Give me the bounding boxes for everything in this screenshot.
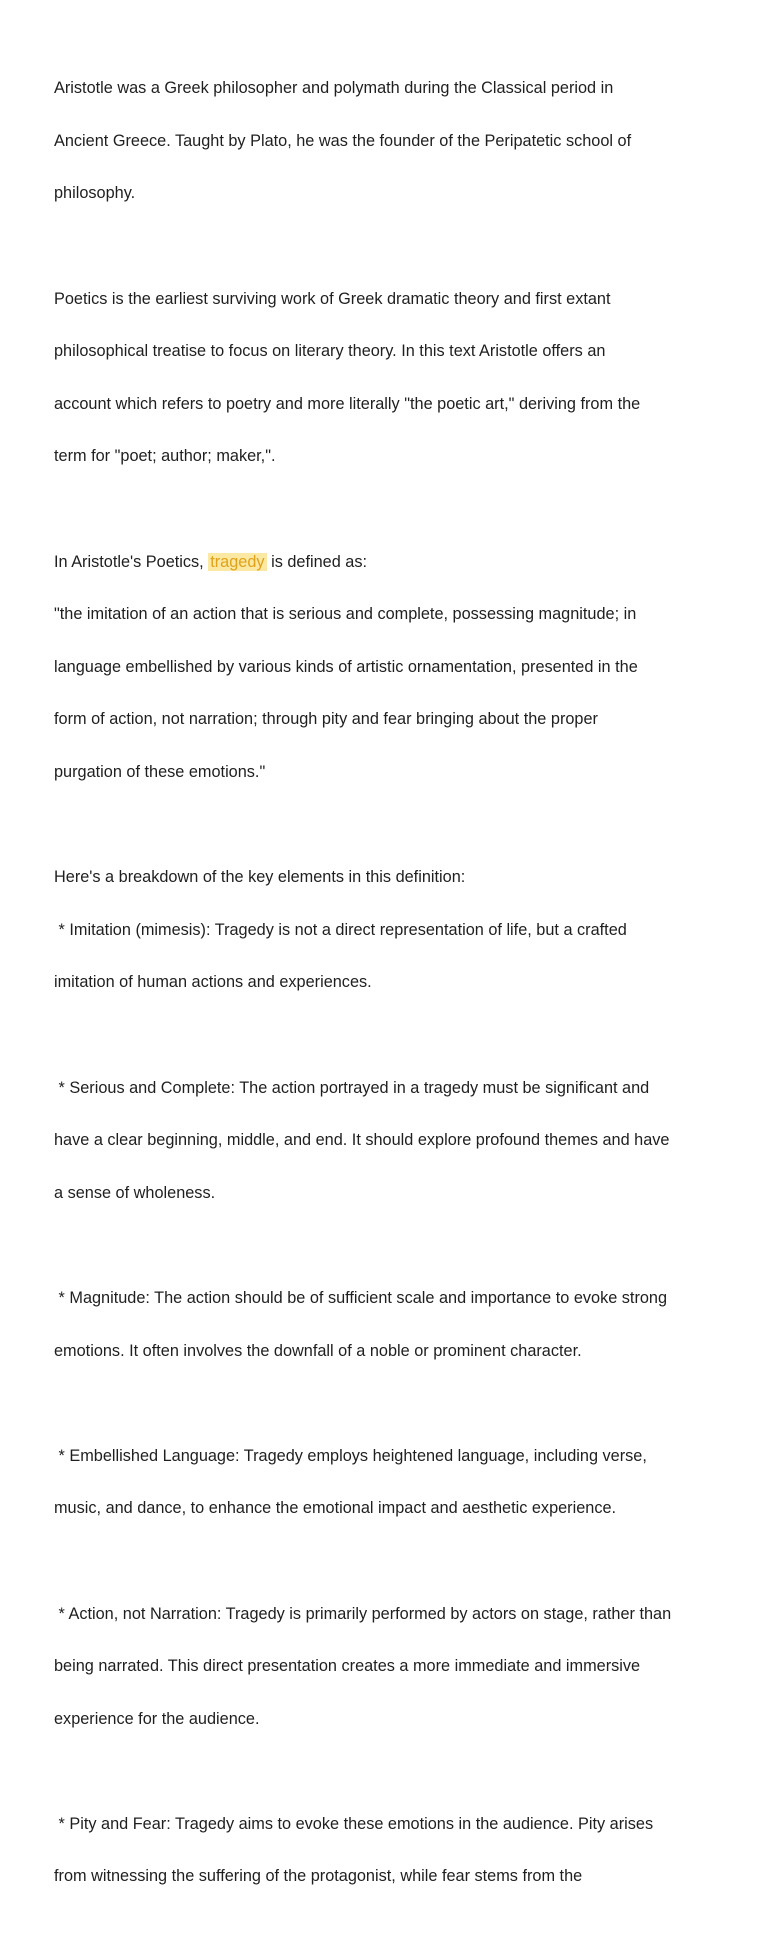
text-line: * Magnitude: The action should be of sufficient scale and importance to evoke strong xyxy=(54,1288,668,1307)
text-line: music, and dance, to enhance the emotional impact and aesthetic experience. xyxy=(54,1499,617,1518)
poetics-paragraph xyxy=(54,259,720,496)
text-line: Aristotle was a Greek philosopher and polymath during the Classical period in xyxy=(54,79,614,98)
text-line: purgation of these emotions." xyxy=(54,763,266,782)
definition-heading xyxy=(54,549,720,575)
text-line: * Embellished Language: Tragedy employs heightened language, including verse, xyxy=(54,1446,647,1465)
element-serious-complete xyxy=(54,1048,720,1232)
text-line: term for "poet; author; maker,". xyxy=(54,447,276,466)
definition-suffix: is defined as: xyxy=(266,552,368,571)
text-line: have a clear beginning, middle, and end. It should explore profound themes and have xyxy=(54,1131,670,1150)
text-line: * Imitation (mimesis): Tragedy is not a direct representation of life, but a crafted xyxy=(54,920,627,939)
text-line: experience for the audience. xyxy=(54,1709,260,1728)
text-line: "the imitation of an action that is serious and complete, possessing magnitude; in xyxy=(54,605,637,624)
definition-paragraph xyxy=(54,522,720,811)
element-embellished-language xyxy=(54,1416,720,1547)
text-line: imitation of human actions and experiences. xyxy=(54,973,372,992)
text-line: philosophical treatise to focus on literary theory. In this text Aristotle offers an xyxy=(54,342,606,361)
element-action-not-narration xyxy=(54,1574,720,1758)
breakdown-paragraph xyxy=(54,838,720,1022)
text-line: * Serious and Complete: The action portrayed in a tragedy must be significant and xyxy=(54,1078,650,1097)
definition-prefix: In Aristotle's Poetics, xyxy=(54,552,209,571)
element-pity-fear xyxy=(54,1785,720,1916)
text-line: language embellished by various kinds of artistic ornamentation, presented in the xyxy=(54,657,638,676)
text-line: a sense of wholeness. xyxy=(54,1183,216,1202)
breakdown-intro: Here's a breakdown of the key elements in this definition: xyxy=(54,868,466,887)
text-line: form of action, not narration; through pity and fear bringing about the proper xyxy=(54,710,598,729)
text-line: * Pity and Fear: Tragedy aims to evoke these emotions in the audience. Pity arises xyxy=(54,1814,654,1833)
text-line: Poetics is the earliest surviving work of Greek dramatic theory and first extant xyxy=(54,289,611,308)
text-line: emotions. It often involves the downfall of a noble or prominent character. xyxy=(54,1341,582,1360)
text-line: being narrated. This direct presentation creates a more immediate and immersive xyxy=(54,1657,641,1676)
text-line: Ancient Greece. Taught by Plato, he was the founder of the Peripatetic school of xyxy=(54,131,632,150)
text-line: account which refers to poetry and more literally "the poetic art," deriving from the xyxy=(54,394,641,413)
highlighted-term[interactable]: tragedy xyxy=(210,552,265,571)
text-line: philosophy. xyxy=(54,184,136,203)
text-line: * Action, not Narration: Tragedy is primarily performed by actors on stage, rather than xyxy=(54,1604,672,1623)
intro-paragraph xyxy=(54,49,720,233)
document-page xyxy=(54,49,720,1942)
element-magnitude xyxy=(54,1259,720,1390)
text-line: from witnessing the suffering of the protagonist, while fear stems from the xyxy=(54,1867,583,1886)
